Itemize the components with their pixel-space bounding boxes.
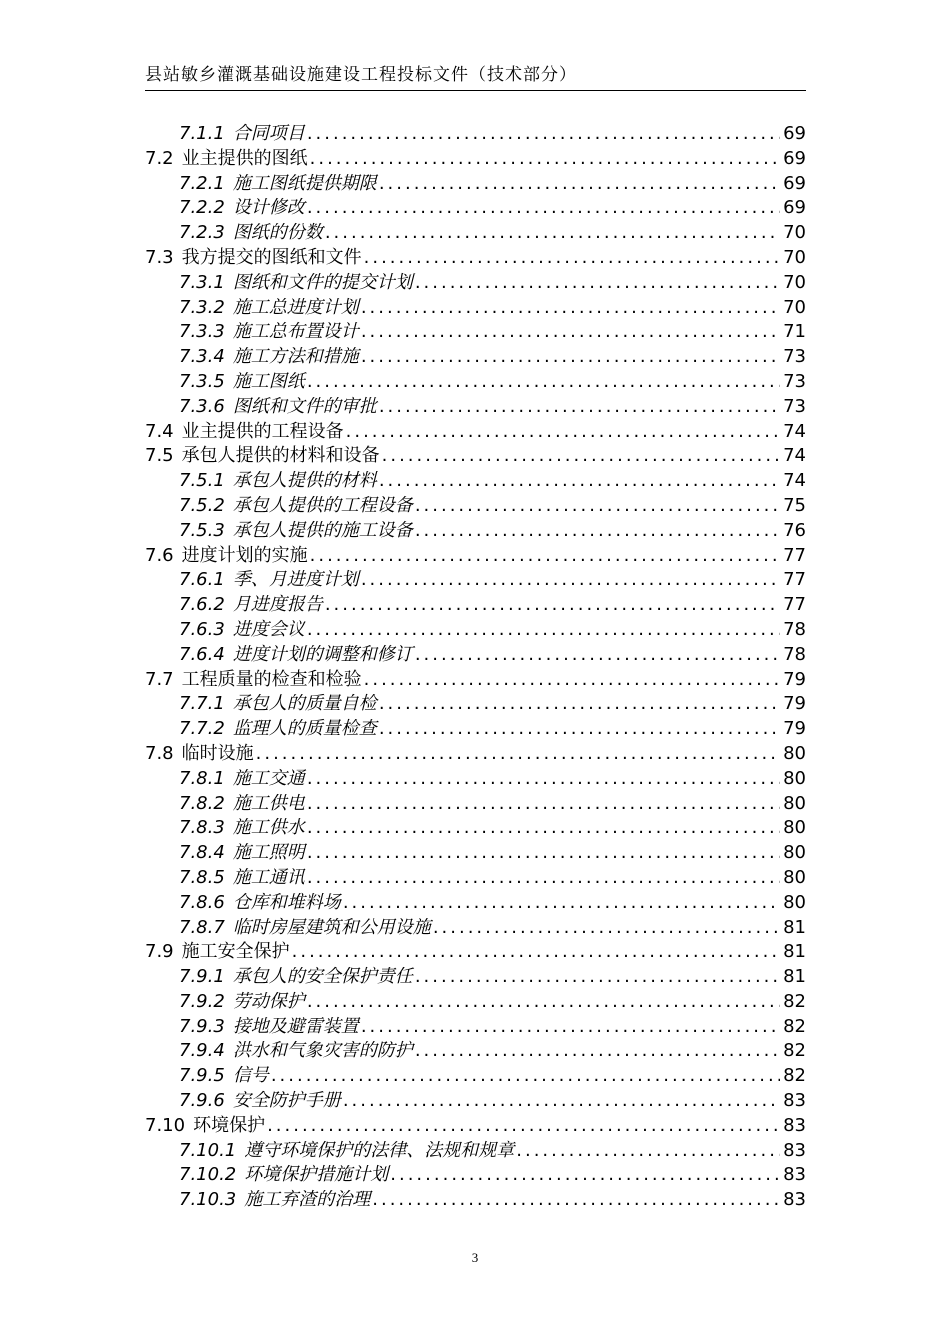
toc-entry-page: 77 [783,594,806,616]
toc-leader-dots [379,717,780,742]
toc-entry-page: 80 [783,817,806,839]
toc-entry-title: 环境保护措施计划 [244,1164,389,1186]
toc-entry[interactable] [145,866,806,891]
toc-entry-title: 合同项目 [232,123,305,144]
toc-entry-number: 7.10.2 [179,1164,237,1186]
toc-entry-number: 7.8.3 [179,817,225,839]
toc-entry-title: 施工供电 [232,792,305,814]
toc-entry-title: 图纸和文件的审批 [232,395,377,417]
toc-leader-dots [256,742,780,767]
toc-entry[interactable] [145,519,806,544]
toc-entry-title: 临时设施 [181,742,254,764]
page-header [145,64,806,91]
toc-entry-number: 7.6.3 [179,618,225,640]
toc-entry-label [179,692,377,717]
toc-entry-number: 7.3.4 [179,346,225,368]
toc-entry-title: 业主提供的图纸 [181,147,308,169]
toc-entry-page: 82 [783,1015,806,1037]
toc-entry[interactable] [145,891,806,916]
toc-entry-title: 施工图纸提供期限 [232,172,377,194]
toc-entry[interactable] [145,370,806,395]
toc-entry-label [179,717,377,742]
toc-entry[interactable] [145,1015,806,1040]
toc-entry-page: 73 [783,346,806,368]
toc-entry-number: 7.5.1 [179,470,225,492]
toc-entry-title: 接地及避雷装置 [232,1015,359,1037]
toc-entry[interactable] [145,1089,806,1114]
toc-entry-label [179,841,305,866]
toc-entry[interactable] [145,1188,806,1213]
toc-entry-page: 71 [783,321,806,343]
toc-entry-number: 7.8.4 [179,842,225,864]
toc-entry[interactable] [145,296,806,321]
toc-entry-title: 洪水和气象灾害的防护 [232,1040,413,1062]
toc-entry-page: 69 [783,147,806,169]
toc-entry-title: 工程质量的检查和检验 [181,668,362,690]
toc-entry-label [179,916,431,941]
toc-entry[interactable] [145,147,806,172]
toc-entry-number: 7.5.3 [179,519,225,541]
toc-entry[interactable] [145,841,806,866]
toc-leader-dots [307,866,780,891]
toc-entry-title: 施工交通 [232,767,305,789]
toc-entry-number: 7.9.6 [179,1090,225,1112]
toc-entry-label [179,370,305,395]
toc-entry-title: 临时房屋建筑和公用设施 [232,916,431,938]
toc-entry-label [179,221,323,246]
toc-entry-title: 承包人的质量自检 [232,693,377,715]
toc-entry-label [145,420,344,445]
toc-entry[interactable] [145,172,806,197]
toc-entry-label [179,196,305,221]
toc-leader-dots [307,816,780,841]
toc-leader-dots [382,444,780,469]
toc-entry-page: 80 [783,842,806,864]
toc-leader-dots [372,1188,780,1213]
toc-entry-number: 7.8.6 [179,891,225,913]
toc-entry-title: 施工弃渣的治理 [244,1189,371,1211]
toc-entry-title: 施工通讯 [232,866,305,888]
toc-entry-title: 施工照明 [232,842,305,864]
document-title: 县站敏乡灌溉基础设施建设工程投标文件（技术部分） [145,65,577,85]
toc-entry-number: 7.8 [145,742,174,764]
toc-entry-label [179,792,305,817]
toc-entry-label [179,990,305,1015]
toc-entry-title: 施工总布置设计 [232,321,359,343]
toc-leader-dots [516,1139,780,1164]
toc-entry-title: 劳动保护 [232,990,305,1012]
toc-entry[interactable] [145,246,806,271]
toc-entry-page: 74 [783,420,806,442]
toc-entry[interactable] [145,792,806,817]
toc-entry-number: 7.4 [145,420,174,442]
toc-entry-number: 7.1.1 [179,123,225,144]
toc-entry-label [179,618,305,643]
toc-entry-page: 83 [783,1164,806,1186]
toc-entry-title: 施工图纸 [232,370,305,392]
toc-entry-label [179,767,305,792]
toc-entry-number: 7.6.1 [179,569,225,591]
toc-leader-dots [361,296,780,321]
toc-entry-label [179,568,359,593]
toc-entry-number: 7.9.5 [179,1065,225,1087]
toc-entry-label [179,1139,514,1164]
toc-entry[interactable] [145,271,806,296]
toc-entry-label [179,345,359,370]
toc-leader-dots [307,618,780,643]
toc-entry-number: 7.2.3 [179,222,225,244]
toc-entry[interactable] [145,940,806,965]
toc-entry-page: 82 [783,990,806,1012]
toc-leader-dots [379,172,780,197]
toc-leader-dots [307,990,780,1015]
toc-leader-dots [390,1163,780,1188]
toc-leader-dots [415,519,780,544]
toc-entry-page: 74 [783,445,806,467]
toc-entry-page: 81 [783,941,806,963]
toc-entry[interactable] [145,692,806,717]
toc-entry-number: 7.7.1 [179,693,225,715]
toc-entry-label [179,866,305,891]
toc-entry-label [179,469,377,494]
toc-entry-number: 7.3.1 [179,271,225,293]
toc-entry[interactable] [145,444,806,469]
toc-entry-title: 环境保护 [193,1114,266,1136]
toc-entry-page: 75 [783,494,806,516]
toc-entry-label [179,965,413,990]
toc-entry[interactable] [145,742,806,767]
toc-entry-label [179,643,413,668]
table-of-contents [145,122,806,1213]
toc-entry-number: 7.9.3 [179,1015,225,1037]
toc-entry-title: 施工安全保护 [181,941,290,963]
toc-leader-dots [307,767,780,792]
toc-entry-label [179,816,305,841]
toc-entry-label [179,172,377,197]
toc-entry-number: 7.8.1 [179,767,225,789]
toc-entry[interactable] [145,916,806,941]
toc-entry[interactable] [145,420,806,445]
toc-entry-number: 7.7 [145,668,174,690]
toc-entry-title: 遵守环境保护的法律、法规和规章 [244,1139,515,1161]
toc-entry-label [179,494,413,519]
toc-entry[interactable] [145,1139,806,1164]
toc-entry[interactable] [145,544,806,569]
toc-entry-page: 82 [783,1040,806,1062]
toc-leader-dots [343,1089,780,1114]
toc-entry-label [179,320,359,345]
toc-leader-dots [379,395,780,420]
toc-leader-dots [343,891,780,916]
toc-entry-number: 7.3.6 [179,395,225,417]
toc-entry-page: 80 [783,891,806,913]
toc-entry-page: 74 [783,470,806,492]
toc-entry-number: 7.10 [145,1114,186,1136]
toc-entry-label [145,147,308,172]
toc-entry-number: 7.9.2 [179,990,225,1012]
toc-entry-page: 77 [783,569,806,591]
toc-entry-title: 信号 [232,1065,269,1087]
toc-entry-title: 月进度报告 [232,594,323,616]
toc-entry-number: 7.10.1 [179,1139,237,1161]
toc-entry-label [179,1163,388,1188]
toc-entry-label [145,444,380,469]
toc-leader-dots [415,643,780,668]
toc-entry-page: 70 [783,271,806,293]
toc-entry-title: 承包人的安全保护责任 [232,966,413,988]
toc-entry[interactable] [145,494,806,519]
toc-entry-number: 7.5 [145,445,174,467]
toc-entry-page: 70 [783,296,806,318]
toc-entry-number: 7.3.5 [179,370,225,392]
toc-entry-number: 7.8.5 [179,866,225,888]
toc-entry[interactable] [145,593,806,618]
toc-entry[interactable] [145,767,806,792]
page-number: 3 [471,1250,479,1265]
toc-entry[interactable] [145,668,806,693]
toc-entry-page: 79 [783,718,806,740]
toc-entry-label [179,271,413,296]
toc-entry[interactable] [145,320,806,345]
toc-entry-label [145,1114,265,1139]
toc-entry-title: 施工供水 [232,817,305,839]
toc-entry[interactable] [145,122,806,147]
toc-entry-label [179,519,413,544]
toc-entry-title: 承包人提供的施工设备 [232,519,413,541]
toc-entry-page: 82 [783,1065,806,1087]
toc-leader-dots [415,271,780,296]
toc-entry-title: 我方提交的图纸和文件 [181,246,362,268]
toc-leader-dots [379,692,780,717]
toc-entry-label [179,1039,413,1064]
toc-leader-dots [267,1114,780,1139]
toc-entry-title: 图纸和文件的提交计划 [232,271,413,293]
toc-entry-title: 业主提供的工程设备 [181,420,344,442]
toc-entry[interactable] [145,816,806,841]
toc-entry-title: 施工总进度计划 [232,296,359,318]
toc-entry-page: 78 [783,643,806,665]
toc-entry-label [179,395,377,420]
toc-entry-page: 81 [783,966,806,988]
toc-entry-title: 进度计划的调整和修订 [232,643,413,665]
toc-entry-page: 70 [783,222,806,244]
toc-leader-dots [325,593,780,618]
toc-leader-dots [271,1064,780,1089]
toc-leader-dots [415,1039,780,1064]
toc-entry-number: 7.3.2 [179,296,225,318]
toc-entry-page: 69 [783,172,806,194]
toc-entry-label [179,1064,269,1089]
toc-leader-dots [307,196,780,221]
toc-entry-page: 73 [783,395,806,417]
toc-entry-title: 进度会议 [232,618,305,640]
toc-entry[interactable] [145,965,806,990]
toc-entry-label [145,742,254,767]
toc-entry-number: 7.5.2 [179,494,225,516]
toc-entry-title: 承包人提供的材料 [232,470,377,492]
toc-entry[interactable] [145,221,806,246]
toc-entry-label [145,940,290,965]
toc-entry[interactable] [145,1114,806,1139]
toc-entry-label [145,544,308,569]
toc-entry-number: 7.6.4 [179,643,225,665]
toc-entry[interactable] [145,196,806,221]
toc-leader-dots [325,221,780,246]
toc-leader-dots [346,420,780,445]
toc-entry-number: 7.9.4 [179,1040,225,1062]
toc-entry-label [179,593,323,618]
toc-entry-page: 77 [783,544,806,566]
toc-entry[interactable] [145,568,806,593]
toc-entry-number: 7.6 [145,544,174,566]
toc-entry-number: 7.8.2 [179,792,225,814]
toc-entry-label [179,1015,359,1040]
toc-entry[interactable] [145,469,806,494]
toc-entry-label [179,296,359,321]
toc-leader-dots [415,965,780,990]
toc-entry[interactable] [145,990,806,1015]
toc-entry-page: 69 [783,197,806,219]
toc-entry-page: 73 [783,370,806,392]
toc-leader-dots [361,345,780,370]
toc-entry-title: 图纸的份数 [232,222,323,244]
toc-entry-number: 7.9.1 [179,966,225,988]
toc-entry-number: 7.2.1 [179,172,225,194]
toc-entry-label [179,891,341,916]
toc-entry[interactable] [145,395,806,420]
toc-leader-dots [361,1015,780,1040]
toc-entry-number: 7.6.2 [179,594,225,616]
toc-leader-dots [307,841,780,866]
toc-entry-number: 7.7.2 [179,718,225,740]
toc-entry-page: 80 [783,866,806,888]
toc-entry-label [179,122,305,147]
toc-leader-dots [307,370,780,395]
toc-entry[interactable] [145,717,806,742]
toc-entry-label [179,1188,370,1213]
toc-leader-dots [292,940,780,965]
toc-leader-dots [307,792,780,817]
toc-entry-page: 80 [783,742,806,764]
toc-entry-title: 仓库和堆料场 [232,891,341,913]
toc-entry-title: 季、月进度计划 [232,569,359,591]
toc-entry-title: 施工方法和措施 [232,346,359,368]
toc-leader-dots [364,246,780,271]
toc-entry-page: 69 [783,123,806,144]
toc-entry-page: 83 [783,1090,806,1112]
toc-leader-dots [307,122,780,147]
toc-entry-page: 83 [783,1114,806,1136]
toc-entry-page: 80 [783,767,806,789]
toc-entry-number: 7.9 [145,941,174,963]
toc-entry-title: 监理人的质量检查 [232,718,377,740]
toc-entry[interactable] [145,1163,806,1188]
toc-entry-page: 70 [783,246,806,268]
toc-entry-title: 承包人提供的材料和设备 [181,445,380,467]
toc-leader-dots [433,916,780,941]
toc-entry-title: 安全防护手册 [232,1090,341,1112]
toc-entry-page: 81 [783,916,806,938]
toc-entry-label [145,246,362,271]
toc-entry-page: 79 [783,693,806,715]
toc-entry-page: 79 [783,668,806,690]
toc-entry-label [145,668,362,693]
toc-entry-page: 80 [783,792,806,814]
toc-entry-page: 83 [783,1189,806,1211]
toc-entry-title: 进度计划的实施 [181,544,308,566]
toc-entry-number: 7.2 [145,147,174,169]
toc-entry-number: 7.8.7 [179,916,225,938]
toc-leader-dots [364,668,780,693]
toc-entry-title: 承包人提供的工程设备 [232,494,413,516]
toc-leader-dots [361,568,780,593]
toc-entry-label [179,1089,341,1114]
toc-entry-number: 7.3 [145,246,174,268]
toc-entry-page: 78 [783,618,806,640]
toc-entry-page: 76 [783,519,806,541]
toc-entry-number: 7.3.3 [179,321,225,343]
toc-entry[interactable] [145,1039,806,1064]
toc-entry[interactable] [145,618,806,643]
toc-leader-dots [361,320,780,345]
toc-entry-number: 7.10.3 [179,1189,237,1211]
toc-entry-title: 设计修改 [232,197,305,219]
toc-entry-number: 7.2.2 [179,197,225,219]
toc-leader-dots [379,469,780,494]
toc-leader-dots [310,544,780,569]
toc-entry[interactable] [145,345,806,370]
toc-entry[interactable] [145,643,806,668]
toc-entry[interactable] [145,1064,806,1089]
toc-entry-page: 83 [783,1139,806,1161]
toc-leader-dots [415,494,780,519]
toc-leader-dots [310,147,780,172]
